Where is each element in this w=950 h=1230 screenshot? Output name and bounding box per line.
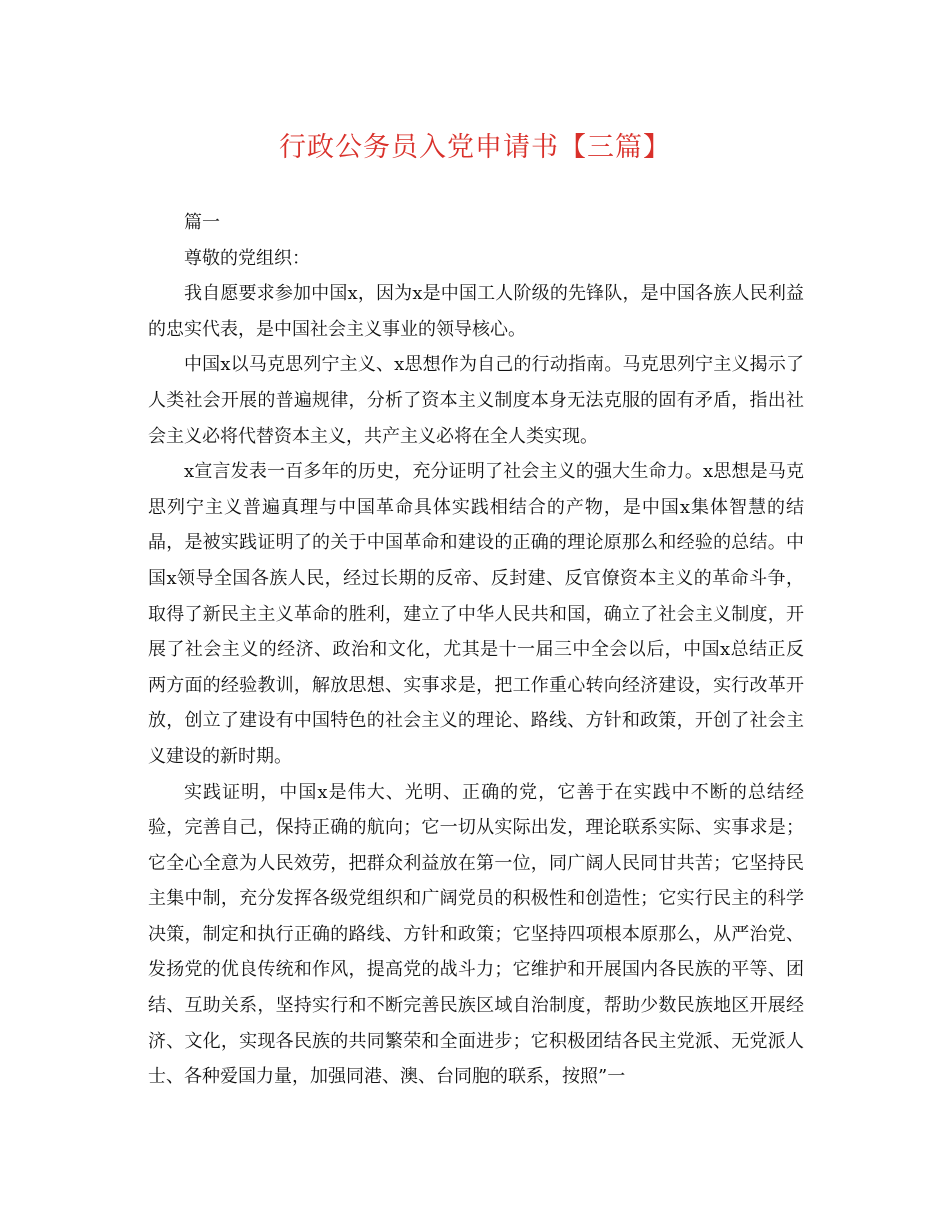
document-title: 行政公务员入党申请书【三篇】 bbox=[279, 132, 671, 163]
salutation: 尊敬的党组织： bbox=[184, 247, 310, 269]
body-paragraph: x宣言发表一百多年的历史，充分证明了社会主义的强大生命力。x思想是马克思列宁主义普遍真理与中国革命具体实践相结合的产物，是中国x集体智慧的结晶，是被实践证明了的关于中国革命和建设的正确的理论原那么和经验的总结。中国x领导全国各族人民，经过长期的反帝、反封建、反官僚资本主义的革命斗争，取得了新民主主义革命的胜利，建立了中华人民共和国，确立了社会主义制度，开展了社会主义的经济、政治和文化，尤其是十一届三中全会以后，中国x总结正反两方面的经验教训，解放思想、实事求是，把工作重心转向经济建设，实行改革开放，创立了建设有中国特色的社会主义的理论、路线、方针和政策，开创了社会主义建设的新时期。 bbox=[148, 461, 804, 767]
body-paragraph: 中国x以马克思列宁主义、x思想作为自己的行动指南。马克思列宁主义揭示了人类社会开展的普遍规律，分析了资本主义制度本身无法克服的固有矛盾，指出社会主义必将代替资本主义，共产主义必将在全人类实现。 bbox=[148, 354, 804, 447]
body-paragraph: 我自愿要求参加中国x，因为x是中国工人阶级的先锋队，是中国各族人民利益的忠实代表，是中国社会主义事业的领导核心。 bbox=[148, 283, 804, 340]
document-body bbox=[148, 205, 804, 1095]
section-heading: 篇一 bbox=[184, 212, 220, 233]
body-paragraph: 实践证明，中国x是伟大、光明、正确的党，它善于在实践中不断的总结经验，完善自己，保持正确的航向；它一切从实际出发，理论联系实际、实事求是；它全心全意为人民效劳，把群众利益放在第一位，同广阔人民同甘共苦；它坚持民主集中制，充分发挥各级党组织和广阔党员的积极性和创造性；它实行民主的科学决策，制定和执行正确的路线、方针和政策；它坚持四项根本原那么，从严治党、发扬党的优良传统和作风，提高党的战斗力；它维护和开展国内各民族的平等、团结、互助关系，坚持实行和不断完善民族区域自治制度，帮助少数民族地区开展经济、文化，实现各民族的共同繁荣和全面进步；它积极团结各民主党派、无党派人士、各种爱国力量，加强同港、澳、台同胞的联系，按照”一 bbox=[148, 781, 804, 1088]
